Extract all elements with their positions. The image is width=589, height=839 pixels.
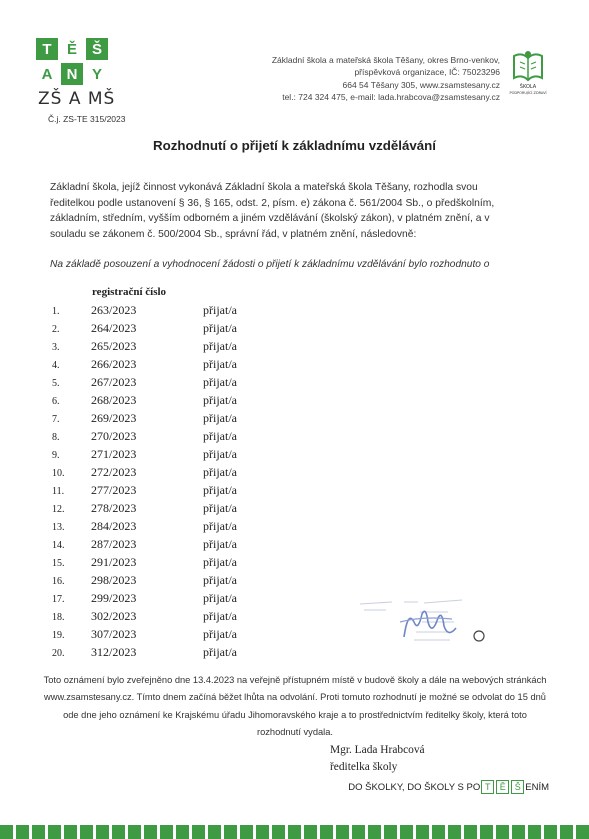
list-item	[0, 429, 300, 446]
list-item	[0, 483, 300, 500]
svg-text:PODPORUJÍCÍ ZDRAVÍ: PODPORUJÍCÍ ZDRAVÍ	[509, 91, 547, 95]
list-item	[0, 537, 300, 554]
registration-number-header: registrační číslo	[92, 286, 167, 298]
slogan-text-start: DO ŠKOLKY, DO ŠKOLY S PO	[348, 781, 481, 793]
registration-number: 287/2023	[91, 537, 137, 551]
school-slogan	[348, 780, 549, 794]
list-item	[0, 339, 300, 356]
header-line: příspěvková organizace, IČ: 75023296	[354, 67, 500, 78]
logo-subtitle: ZŠ A MŠ	[38, 89, 116, 109]
header-line: Základní škola a mateřská škola Těšany, okres Brno-venkov,	[271, 55, 500, 65]
list-item	[0, 591, 300, 608]
registration-number: 271/2023	[91, 447, 137, 461]
row-number: 2.	[52, 324, 60, 335]
admission-result: přijat/a	[203, 393, 237, 407]
row-number: 20.	[52, 648, 65, 659]
row-number: 4.	[52, 360, 60, 371]
registration-number: 270/2023	[91, 429, 137, 443]
admission-result: přijat/a	[203, 627, 237, 641]
admission-result: přijat/a	[203, 519, 237, 533]
admission-result: přijat/a	[203, 609, 237, 623]
row-number: 12.	[52, 504, 65, 515]
row-number: 3.	[52, 342, 60, 353]
registration-number: 265/2023	[91, 339, 137, 353]
admission-result: přijat/a	[203, 339, 237, 353]
school-stamp-signature-icon	[352, 592, 502, 650]
decision-statement: Na základě posouzení a vyhodnocení žádosti o přijetí k základnímu vzdělávání bylo rozhodnuto o	[50, 259, 490, 270]
registration-number: 268/2023	[91, 393, 137, 407]
registration-number: 267/2023	[91, 375, 137, 389]
list-item	[0, 375, 300, 392]
decorative-footer-stripe	[0, 825, 589, 839]
logo-tile: T	[36, 38, 58, 60]
logo-tile: Š	[86, 38, 108, 60]
list-item	[0, 465, 300, 482]
registration-number: 266/2023	[91, 357, 137, 371]
row-number: 11.	[52, 486, 65, 497]
admission-result: přijat/a	[203, 303, 237, 317]
admission-result: přijat/a	[203, 321, 237, 335]
admission-result: přijat/a	[203, 591, 237, 605]
list-item	[0, 519, 300, 536]
row-number: 18.	[52, 612, 65, 623]
registration-number: 312/2023	[91, 645, 137, 659]
registration-number: 291/2023	[91, 555, 137, 569]
row-number: 16.	[52, 576, 65, 587]
logo-tiles	[36, 38, 118, 85]
admission-result: přijat/a	[203, 555, 237, 569]
list-item	[0, 321, 300, 338]
admission-result: přijat/a	[203, 375, 237, 389]
row-number: 19.	[52, 630, 65, 641]
row-number: 5.	[52, 378, 60, 389]
row-number: 10.	[52, 468, 65, 479]
row-number: 9.	[52, 450, 60, 461]
logo-tile: N	[61, 63, 83, 85]
row-number: 15.	[52, 558, 65, 569]
list-item	[0, 501, 300, 518]
list-item	[0, 645, 300, 662]
admission-result: přijat/a	[203, 357, 237, 371]
registration-number: 263/2023	[91, 303, 137, 317]
list-item	[0, 627, 300, 644]
signer-name: Mgr. Lada Hrabcová	[330, 744, 425, 756]
admission-result: přijat/a	[203, 645, 237, 659]
registration-number: 277/2023	[91, 483, 137, 497]
admission-result: přijat/a	[203, 411, 237, 425]
row-number: 17.	[52, 594, 65, 605]
healthy-school-seal-icon	[508, 48, 548, 96]
list-item	[0, 411, 300, 428]
signer-role: ředitelka školy	[330, 760, 398, 773]
admission-result: přijat/a	[203, 573, 237, 587]
intro-paragraph: Základní škola, jejíž činnost vykonává Základní škola a mateřská škola Těšany, rozhodla svou ředitelkou podle ustanovení § 36, § 165, odst. 2, písm. e) zákona č. 561/2004 Sb., o předškolním, základním, středním, vyšším odborném a jiném vzdělávání (školský zákon), v platném znění, a v souladu se zákonem č. 500/2004 Sb., správní řád, v platném znění, následovně:	[50, 182, 495, 240]
list-item	[0, 357, 300, 374]
admission-result: přijat/a	[203, 429, 237, 443]
list-item	[0, 555, 300, 572]
registration-number: 299/2023	[91, 591, 137, 605]
row-number: 1.	[52, 306, 60, 317]
row-number: 6.	[52, 396, 60, 407]
logo-tile: Ě	[61, 38, 83, 60]
registration-number: 302/2023	[91, 609, 137, 623]
slogan-letter-box: T	[481, 780, 494, 794]
row-number: 13.	[52, 522, 65, 533]
publication-notice: Toto oznámení bylo zveřejněno dne 13.4.2023 na veřejně přístupném místě v budově školy a dále na webových stránkách www.zsamstesany.cz. Tímto dnem začíná běžet lhůta na odvolání. Proti tomuto rozhodnutí je možné se odvolat do 15 dnů ode dne jeho oznámení ke Krajskému úřadu Jihomoravského kraje a to prostřednictvím ředitelky školy, která toto rozhodnutí vydala.	[43, 675, 547, 738]
registration-number: 284/2023	[91, 519, 137, 533]
list-item	[0, 303, 300, 320]
school-logo	[36, 38, 118, 109]
row-number: 7.	[52, 414, 60, 425]
registration-number: 264/2023	[91, 321, 137, 335]
signer-block	[330, 742, 425, 776]
row-number: 14.	[52, 540, 65, 551]
document-title: Rozhodnutí o přijetí k základnímu vzdělávání	[153, 138, 436, 153]
list-item	[0, 609, 300, 626]
header-line: tel.: 724 324 475, e-mail: lada.hrabcova@zsamstesany.cz	[282, 91, 500, 102]
slogan-letter-box: Š	[511, 780, 524, 794]
logo-tile: A	[36, 63, 58, 85]
list-item	[0, 573, 300, 590]
admission-result: přijat/a	[203, 483, 237, 497]
svg-text:ŠKOLA: ŠKOLA	[519, 84, 537, 90]
registration-number: 307/2023	[91, 627, 137, 641]
admission-result: přijat/a	[203, 465, 237, 479]
registration-number: 278/2023	[91, 501, 137, 515]
school-contact-info	[200, 54, 500, 103]
row-number: 8.	[52, 432, 60, 443]
logo-tile: Y	[86, 63, 108, 85]
header-line: 664 54 Těšany 305, www.zsamstesany.cz	[342, 79, 500, 90]
reference-number: Č.j. ZS-TE 315/2023	[48, 114, 126, 124]
list-item	[0, 393, 300, 410]
list-item	[0, 447, 300, 464]
registration-number: 272/2023	[91, 465, 137, 479]
registration-number: 269/2023	[91, 411, 137, 425]
admission-result: přijat/a	[203, 501, 237, 515]
slogan-text-end: ENÍM	[525, 781, 549, 793]
admission-result: přijat/a	[203, 447, 237, 461]
registration-number: 298/2023	[91, 573, 137, 587]
slogan-letter-box: Ě	[496, 780, 509, 794]
admission-result: přijat/a	[203, 537, 237, 551]
